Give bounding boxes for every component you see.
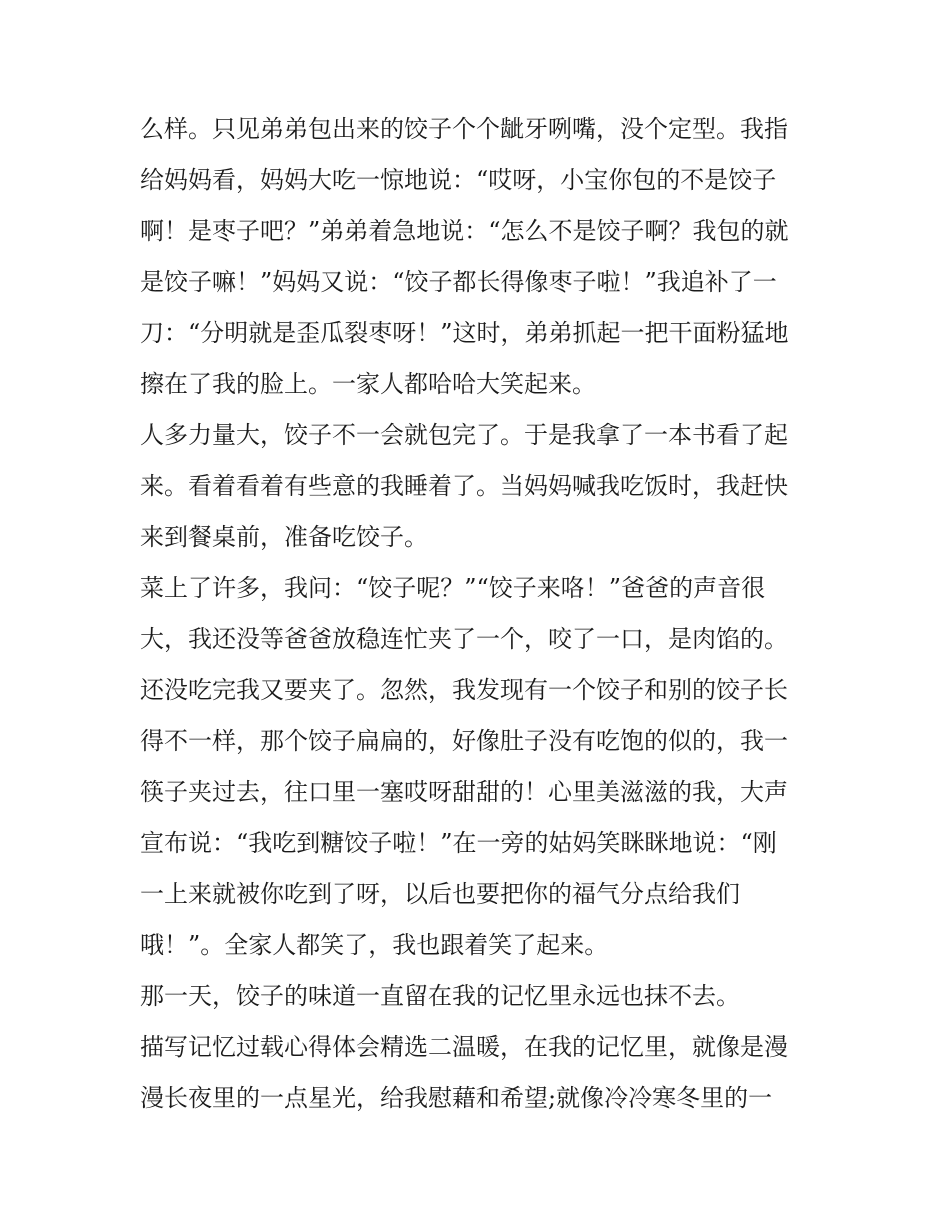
text-line: 擦在了我的脸上。一家人都哈哈大笑起来。 — [140, 370, 596, 398]
text-line: 人多力量大，饺子不一会就包完了。于是我拿了一本书看了起 — [140, 421, 788, 449]
text-line: 么样。只见弟弟包出来的饺子个个龇牙咧嘴，没个定型。我指 — [140, 115, 788, 143]
text-line: 描写记忆过载心得体会精选二温暖，在我的记忆里，就像是漫 — [140, 1033, 788, 1061]
text-line: 筷子夹过去，往口里一塞哎呀甜甜的！心里美滋滋的我，大声 — [140, 778, 788, 806]
text-line: 给妈妈看，妈妈大吃一惊地说：“哎呀，小宝你包的不是饺子 — [140, 166, 777, 194]
text-line: 来。看着看着有些意的我睡着了。当妈妈喊我吃饭时，我赶快 — [140, 472, 788, 500]
text-line: 啊！是枣子吧？”弟弟着急地说：“怎么不是饺子啊？我包的就 — [140, 217, 789, 245]
text-line: 还没吃完我又要夹了。忽然，我发现有一个饺子和别的饺子长 — [140, 676, 788, 704]
text-line: 刀：“分明就是歪瓜裂枣呀！”这时，弟弟抓起一把干面粉猛地 — [140, 319, 789, 347]
text-line: 哦！”。全家人都笑了，我也跟着笑了起来。 — [140, 931, 609, 959]
text-line: 宣布说：“我吃到糖饺子啦！”在一旁的姑妈笑眯眯地说：“刚 — [140, 829, 777, 857]
text-line: 来到餐桌前，准备吃饺子。 — [140, 523, 428, 551]
text-line: 大，我还没等爸爸放稳连忙夹了一个，咬了一口，是肉馅的。 — [140, 625, 788, 653]
text-line: 漫长夜里的一点星光，给我慰藉和希望;就像冷冷寒冬里的一 — [140, 1084, 773, 1112]
text-line: 那一天，饺子的味道一直留在我的记忆里永远也抹不去。 — [140, 982, 740, 1010]
text-line: 是饺子嘛！”妈妈又说：“饺子都长得像枣子啦！”我追补了一 — [140, 268, 777, 296]
text-line: 菜上了许多，我问：“饺子呢？”“饺子来咯！”爸爸的声音很 — [140, 574, 766, 602]
body-text — [140, 104, 820, 1124]
text-line: 得不一样，那个饺子扁扁的，好像肚子没有吃饱的似的，我一 — [140, 727, 788, 755]
text-line: 一上来就被你吃到了呀，以后也要把你的福气分点给我们 — [140, 880, 740, 908]
